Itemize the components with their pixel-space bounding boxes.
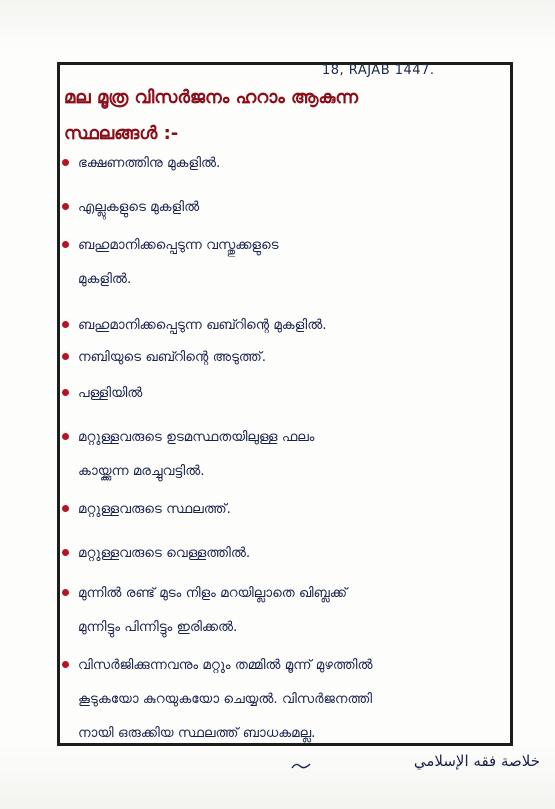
item-line: നായി ഒരുക്കിയ സ്ഥലത്ത് ബാധകമല്ല. (78, 725, 316, 741)
bullet-icon (62, 241, 69, 248)
list-item (62, 648, 508, 750)
item-line: കായ്ക്കുന്ന മരച്ചുവട്ടിൽ. (78, 463, 205, 479)
list-item (62, 308, 508, 342)
bullet-icon (62, 389, 69, 396)
item-line: മറ്റുള്ളവരുടെ ഉടമസ്ഥതയിലുള്ള ഫലം (78, 429, 315, 445)
list-item (62, 190, 508, 224)
title-line-1: മല മൂത്ര വിസർജനം ഹറാം ആകുന്ന (64, 87, 359, 108)
item-line: നബിയുടെ ഖബ്റിന്റെ അടുത്ത്. (78, 349, 267, 365)
item-line: മുകളിൽ. (78, 271, 132, 287)
list-item (62, 536, 508, 570)
item-line: ബഹുമാനിക്കപ്പെടുന്ന വസ്തുക്കളുടെ (78, 237, 279, 253)
bullet-icon (62, 321, 69, 328)
date-label: 18, RAJAB 1447. (322, 63, 435, 78)
item-line: ഭക്ഷണത്തിനു മുകളിൽ. (78, 155, 221, 171)
item-line: വിസർജിക്കുന്നവനും മറ്റും തമ്മിൽ മൂന്ന് മുഴത്തിൽ (78, 657, 373, 673)
list-item (62, 492, 508, 526)
item-line: മുന്നിട്ടും പിന്നിട്ടും ഇരിക്കൽ. (78, 619, 238, 635)
bullet-icon (62, 589, 69, 596)
item-line: മറ്റുള്ളവരുടെ വെള്ളത്തിൽ. (78, 545, 251, 561)
item-line: ബഹുമാനിക്കപ്പെടുന്ന ഖബ്റിന്റെ മുകളിൽ. (78, 317, 327, 333)
item-line: മറ്റുള്ളവരുടെ സ്ഥലത്ത്. (78, 501, 231, 517)
item-line: എല്ലുകളുടെ മുകളിൽ (78, 199, 200, 215)
item-line: കൂടുകയോ കുറയുകയോ ചെയ്യൽ. വിസർജനത്തി (78, 691, 373, 707)
list-item (62, 420, 508, 488)
bullet-icon (62, 353, 69, 360)
list-item (62, 228, 508, 296)
bullet-icon (62, 549, 69, 556)
list-item (62, 340, 508, 374)
item-line: മുന്നിൽ രണ്ട് മുടം നിളം മറയില്ലാതെ ഖിബ്ലക്ക് (78, 585, 348, 601)
bullet-icon (62, 159, 69, 166)
bullet-icon (62, 505, 69, 512)
bullet-icon (62, 203, 69, 210)
item-line: പള്ളിയിൽ (78, 385, 143, 401)
source-note: خلاصة فقه الإسلامي (413, 752, 540, 770)
list-item (62, 576, 508, 644)
bullet-icon (62, 661, 69, 668)
list-item (62, 376, 508, 410)
bullet-icon (62, 433, 69, 440)
list-item (62, 146, 508, 180)
title-line-2: സ്ഥലങ്ങൾ :- (64, 123, 179, 144)
page-title (64, 80, 510, 152)
